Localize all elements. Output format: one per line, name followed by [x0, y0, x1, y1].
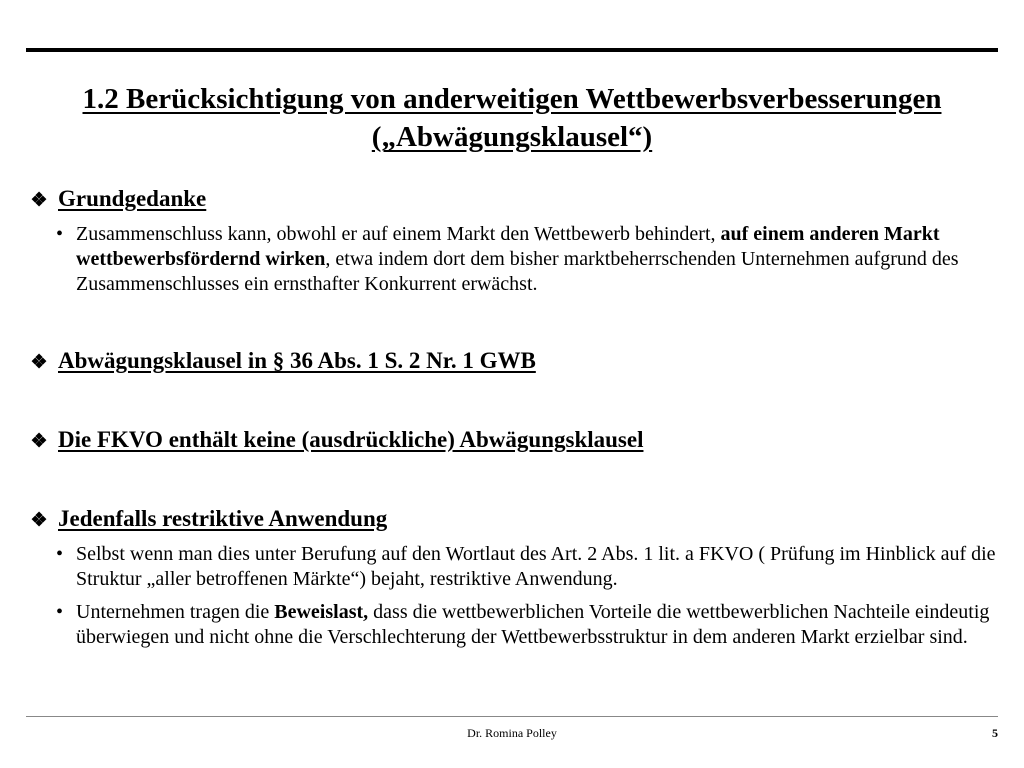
diamond-cross-icon: ❖ — [30, 352, 48, 373]
page-number: 5 — [992, 726, 998, 740]
section-heading: Abwägungsklausel in § 36 Abs. 1 S. 2 Nr. 1 GWB — [58, 348, 536, 373]
bullet-text: Selbst wenn man dies unter Berufung auf den Wortlaut des Art. 2 Abs. 1 lit. a FKVO ( Prüfung im Hinblick auf die Struktur „aller betroffenen Märkte“) bejaht, restriktive Anwendung. — [76, 543, 996, 590]
section-grundgedanke — [28, 184, 998, 305]
list-item — [28, 222, 998, 297]
list-item — [28, 600, 998, 650]
bullet-dot-icon: • — [56, 543, 64, 565]
section-fkvo — [28, 425, 998, 457]
slide-title — [26, 80, 998, 156]
section-heading: Die FKVO enthält keine (ausdrückliche) Abwägungsklausel — [58, 427, 644, 452]
title-line-1: 1.2 Berücksichtigung von anderweitigen Wettbewerbsverbesserungen — [82, 83, 942, 115]
section-restriktive-anwendung — [28, 504, 998, 658]
section-heading: Grundgedanke — [58, 186, 207, 211]
top-rule — [26, 48, 998, 52]
bullet-text: Unternehmen tragen die — [76, 601, 275, 623]
title-line-2: („Abwägungsklausel“) — [371, 121, 653, 153]
bullet-text: Zusammenschluss kann, obwohl er auf einem Markt den Wettbewerb behindert, — [76, 223, 721, 245]
bullet-bold-text: Beweislast, — [274, 601, 369, 623]
diamond-cross-icon: ❖ — [30, 190, 48, 211]
footer-author: Dr. Romina Polley — [467, 726, 557, 740]
bullet-text: , etwa indem dort dem bisher marktbeherrschenden Unternehmen aufgrund des Zusammenschlusses ein ernsthafter Konkurrent erwächst. — [76, 248, 959, 295]
footer-rule — [26, 716, 998, 717]
diamond-cross-icon: ❖ — [30, 510, 48, 531]
bullet-text: dass die wettbewerblichen Vorteile die wettbewerblichen Nachteile eindeutig überwiegen und nicht ohne die Verschlechterung der Wettbewerbsstruktur in dem anderen Markt erzielbar sind. — [76, 601, 990, 648]
bullet-dot-icon: • — [56, 223, 64, 245]
diamond-cross-icon: ❖ — [30, 431, 48, 452]
list-item — [28, 542, 998, 592]
section-abwaegungsklausel-gwb — [28, 346, 998, 378]
bullet-dot-icon: • — [56, 601, 64, 623]
bullet-bold-text: auf einem anderen Markt wettbewerbsfördernd wirken — [76, 223, 940, 270]
section-heading: Jedenfalls restriktive Anwendung — [58, 506, 388, 531]
